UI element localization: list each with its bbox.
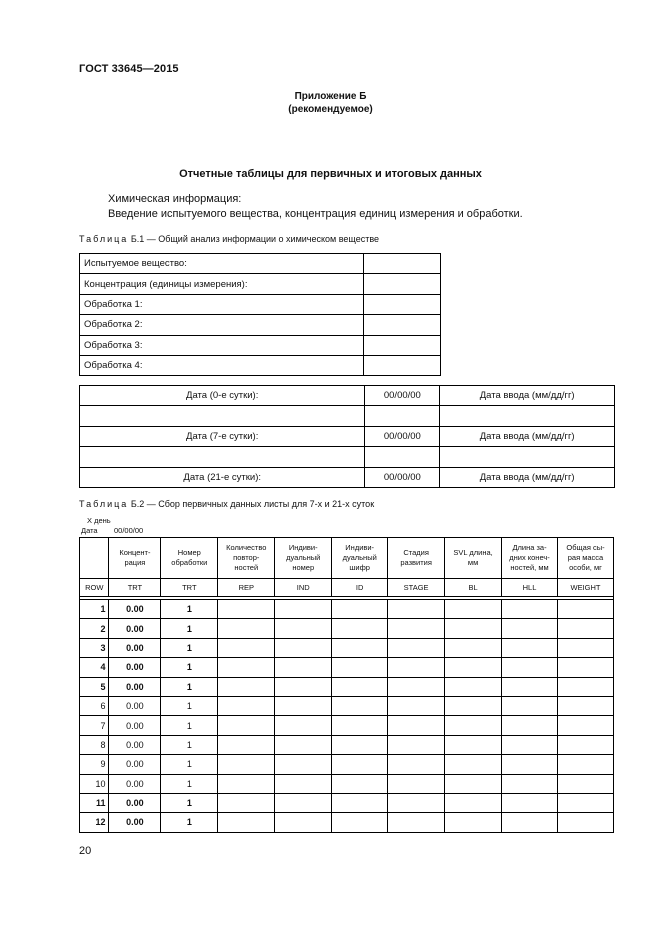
- table2-header-cell: Концент- рация: [109, 538, 161, 579]
- row-number-cell: 4: [80, 658, 109, 677]
- table1-row-label: Обработка 1:: [80, 294, 364, 314]
- table2-code-cell: WEIGHT: [557, 579, 613, 597]
- empty-data-cell: [502, 600, 558, 619]
- empty-data-cell: [332, 677, 388, 696]
- table2-header-cell: Длина за- дних конеч- ностей, мм: [502, 538, 558, 579]
- table2-code-cell: TRT: [161, 579, 218, 597]
- table2-header-cell: Номер обработки: [161, 538, 218, 579]
- treatment-cell: 1: [161, 600, 218, 619]
- empty-data-cell: [218, 677, 275, 696]
- concentration-cell: 0.00: [109, 600, 161, 619]
- date-empty-row: [80, 447, 615, 467]
- empty-data-cell: [557, 755, 613, 774]
- table1-row-label: Испытуемое вещество:: [80, 254, 364, 274]
- table1-row-value: [364, 294, 441, 314]
- empty-cell: [440, 447, 615, 467]
- table2-code-cell: HLL: [502, 579, 558, 597]
- xday-block: [81, 516, 144, 536]
- table1-row-label: Концентрация (единицы измерения):: [80, 274, 364, 294]
- table2-data-row: [80, 638, 614, 657]
- empty-data-cell: [557, 658, 613, 677]
- empty-data-cell: [218, 658, 275, 677]
- empty-data-cell: [332, 696, 388, 715]
- table1-row-value: [364, 254, 441, 274]
- concentration-cell: 0.00: [109, 774, 161, 793]
- date-row-label: Дата (0-е сутки):: [80, 386, 365, 406]
- table1-row-value: [364, 274, 441, 294]
- empty-data-cell: [445, 677, 502, 696]
- table2-caption-text: Б.2 — Сбор первичных данных листы для 7-х и 21-х суток: [130, 499, 375, 509]
- empty-data-cell: [445, 813, 502, 832]
- empty-data-cell: [218, 793, 275, 812]
- empty-data-cell: [388, 716, 445, 735]
- empty-data-cell: [218, 774, 275, 793]
- empty-data-cell: [445, 619, 502, 638]
- empty-data-cell: [275, 755, 332, 774]
- concentration-cell: 0.00: [109, 696, 161, 715]
- table2-data-row: [80, 793, 614, 812]
- table1-caption-prefix: Таблица: [79, 234, 129, 244]
- empty-data-cell: [332, 600, 388, 619]
- section-title: Отчетные таблицы для первичных и итоговых данных: [179, 168, 482, 180]
- treatment-cell: 1: [161, 793, 218, 812]
- date-row-value: 00/00/00: [365, 426, 440, 446]
- empty-data-cell: [502, 716, 558, 735]
- empty-data-cell: [275, 735, 332, 754]
- table2-data-row: [80, 696, 614, 715]
- row-number-cell: 11: [80, 793, 109, 812]
- empty-data-cell: [557, 638, 613, 657]
- date-row-entry: Дата ввода (мм/дд/гг): [440, 426, 615, 446]
- empty-data-cell: [332, 793, 388, 812]
- date-row: [80, 426, 615, 446]
- empty-data-cell: [275, 793, 332, 812]
- empty-data-cell: [557, 619, 613, 638]
- empty-data-cell: [275, 696, 332, 715]
- date-row-label: Дата (21-е сутки):: [80, 467, 365, 487]
- table2-header-cell: Количество повтор- ностей: [218, 538, 275, 579]
- empty-data-cell: [502, 755, 558, 774]
- empty-data-cell: [445, 735, 502, 754]
- table1-row: [80, 294, 441, 314]
- table1-caption: [79, 234, 379, 244]
- empty-data-cell: [388, 774, 445, 793]
- empty-data-cell: [445, 658, 502, 677]
- concentration-cell: 0.00: [109, 658, 161, 677]
- table1-row: [80, 274, 441, 294]
- empty-data-cell: [332, 658, 388, 677]
- empty-data-cell: [332, 638, 388, 657]
- table1-row-label: Обработка 3:: [80, 335, 364, 355]
- empty-data-cell: [557, 774, 613, 793]
- empty-data-cell: [388, 619, 445, 638]
- concentration-cell: 0.00: [109, 813, 161, 832]
- empty-data-cell: [502, 696, 558, 715]
- empty-data-cell: [445, 793, 502, 812]
- appendix-subtitle: (рекомендуемое): [288, 104, 373, 115]
- xday-label: X день: [87, 516, 111, 525]
- empty-data-cell: [332, 716, 388, 735]
- row-number-cell: 3: [80, 638, 109, 657]
- table2-header-cell: SVL длина, мм: [445, 538, 502, 579]
- date-label: Дата: [81, 526, 98, 535]
- empty-data-cell: [275, 813, 332, 832]
- concentration-cell: 0.00: [109, 793, 161, 812]
- empty-data-cell: [445, 716, 502, 735]
- page-number: 20: [79, 845, 92, 857]
- empty-data-cell: [275, 677, 332, 696]
- empty-data-cell: [388, 600, 445, 619]
- table2-data-row: [80, 735, 614, 754]
- concentration-cell: 0.00: [109, 735, 161, 754]
- table1-row-value: [364, 355, 441, 375]
- intro-line-1: Химическая информация:: [108, 193, 242, 205]
- row-number-cell: 5: [80, 677, 109, 696]
- table2-data-row: [80, 600, 614, 619]
- date-row-entry: Дата ввода (мм/дд/гг): [440, 467, 615, 487]
- empty-data-cell: [332, 774, 388, 793]
- empty-data-cell: [557, 793, 613, 812]
- empty-data-cell: [502, 735, 558, 754]
- row-number-cell: 9: [80, 755, 109, 774]
- treatment-cell: 1: [161, 638, 218, 657]
- empty-data-cell: [218, 716, 275, 735]
- table2-code-row: [80, 579, 614, 597]
- date-row: [80, 386, 615, 406]
- empty-data-cell: [388, 813, 445, 832]
- table2-header-row: [80, 538, 614, 579]
- empty-data-cell: [557, 696, 613, 715]
- empty-data-cell: [218, 735, 275, 754]
- treatment-cell: 1: [161, 813, 218, 832]
- empty-data-cell: [388, 658, 445, 677]
- empty-data-cell: [557, 813, 613, 832]
- table2-header-cell: Общая сы- рая масса особи, мг: [557, 538, 613, 579]
- empty-data-cell: [388, 696, 445, 715]
- table2-code-cell: ID: [332, 579, 388, 597]
- row-number-cell: 1: [80, 600, 109, 619]
- date-row-entry: Дата ввода (мм/дд/гг): [440, 386, 615, 406]
- table1-row-label: Обработка 4:: [80, 355, 364, 375]
- empty-data-cell: [218, 755, 275, 774]
- empty-cell: [365, 406, 440, 426]
- treatment-cell: 1: [161, 658, 218, 677]
- empty-data-cell: [218, 696, 275, 715]
- table1-row-label: Обработка 2:: [80, 315, 364, 335]
- empty-data-cell: [502, 658, 558, 677]
- treatment-cell: 1: [161, 619, 218, 638]
- dates-table: [79, 385, 615, 488]
- table2-header-cell: Индиви- дуальный номер: [275, 538, 332, 579]
- table2-data-row: [80, 813, 614, 832]
- table2-code-cell: BL: [445, 579, 502, 597]
- table2-data-row: [80, 774, 614, 793]
- empty-data-cell: [557, 677, 613, 696]
- empty-data-cell: [332, 735, 388, 754]
- concentration-cell: 0.00: [109, 716, 161, 735]
- table2-code-cell: IND: [275, 579, 332, 597]
- table2-header-cell: Индиви- дуальный шифр: [332, 538, 388, 579]
- empty-data-cell: [218, 638, 275, 657]
- document-code: ГОСТ 33645—2015: [79, 63, 179, 75]
- table2-primary-data: [79, 537, 614, 833]
- table2-data-row: [80, 677, 614, 696]
- empty-cell: [80, 406, 365, 426]
- empty-data-cell: [218, 619, 275, 638]
- concentration-cell: 0.00: [109, 619, 161, 638]
- empty-data-cell: [388, 735, 445, 754]
- intro-line-2: Введение испытуемого вещества, концентрация единиц измерения и обработки.: [108, 208, 523, 220]
- empty-cell: [80, 447, 365, 467]
- row-number-cell: 12: [80, 813, 109, 832]
- date-row-label: Дата (7-е сутки):: [80, 426, 365, 446]
- row-number-cell: 8: [80, 735, 109, 754]
- table2-data-row: [80, 619, 614, 638]
- empty-data-cell: [275, 600, 332, 619]
- empty-data-cell: [445, 755, 502, 774]
- table2-data-row: [80, 755, 614, 774]
- empty-data-cell: [388, 755, 445, 774]
- table1-row: [80, 254, 441, 274]
- date-row-value: 00/00/00: [365, 467, 440, 487]
- empty-data-cell: [557, 716, 613, 735]
- empty-data-cell: [502, 793, 558, 812]
- empty-data-cell: [332, 813, 388, 832]
- table2-code-cell: REP: [218, 579, 275, 597]
- table2-data-row: [80, 716, 614, 735]
- empty-data-cell: [445, 638, 502, 657]
- empty-data-cell: [502, 638, 558, 657]
- empty-data-cell: [502, 619, 558, 638]
- empty-data-cell: [502, 813, 558, 832]
- empty-data-cell: [557, 735, 613, 754]
- empty-data-cell: [275, 638, 332, 657]
- empty-data-cell: [275, 716, 332, 735]
- empty-data-cell: [218, 813, 275, 832]
- table2-code-cell: TRT: [109, 579, 161, 597]
- empty-data-cell: [388, 638, 445, 657]
- empty-data-cell: [275, 658, 332, 677]
- table1-chemical-info: [79, 253, 441, 376]
- empty-data-cell: [275, 774, 332, 793]
- row-number-cell: 2: [80, 619, 109, 638]
- concentration-cell: 0.00: [109, 677, 161, 696]
- treatment-cell: 1: [161, 696, 218, 715]
- empty-data-cell: [275, 619, 332, 638]
- empty-data-cell: [502, 774, 558, 793]
- treatment-cell: 1: [161, 677, 218, 696]
- date-row-value: 00/00/00: [365, 386, 440, 406]
- table2-header-cell: Стадия развития: [388, 538, 445, 579]
- table1-row-value: [364, 335, 441, 355]
- empty-cell: [440, 406, 615, 426]
- empty-data-cell: [332, 755, 388, 774]
- table1-row-value: [364, 315, 441, 335]
- empty-cell: [365, 447, 440, 467]
- row-number-cell: 6: [80, 696, 109, 715]
- table1-row: [80, 315, 441, 335]
- treatment-cell: 1: [161, 716, 218, 735]
- table2-data-row: [80, 658, 614, 677]
- table1-row: [80, 335, 441, 355]
- empty-data-cell: [218, 600, 275, 619]
- table1-row: [80, 355, 441, 375]
- row-number-cell: 10: [80, 774, 109, 793]
- treatment-cell: 1: [161, 755, 218, 774]
- empty-data-cell: [388, 677, 445, 696]
- empty-data-cell: [388, 793, 445, 812]
- row-number-cell: 7: [80, 716, 109, 735]
- date-empty-row: [80, 406, 615, 426]
- table2-caption-prefix: Таблица: [79, 499, 129, 509]
- empty-data-cell: [557, 600, 613, 619]
- empty-data-cell: [502, 677, 558, 696]
- table2-caption: [79, 499, 374, 509]
- empty-data-cell: [445, 774, 502, 793]
- table1-caption-text: Б.1 — Общий анализ информации о химическом веществе: [130, 234, 380, 244]
- table2-code-cell: STAGE: [388, 579, 445, 597]
- table2-code-cell: ROW: [80, 579, 109, 597]
- empty-data-cell: [445, 600, 502, 619]
- treatment-cell: 1: [161, 735, 218, 754]
- date-value: 00/00/00: [114, 526, 144, 535]
- date-row: [80, 467, 615, 487]
- concentration-cell: 0.00: [109, 638, 161, 657]
- appendix-title: Приложение Б: [294, 91, 367, 102]
- concentration-cell: 0.00: [109, 755, 161, 774]
- empty-data-cell: [332, 619, 388, 638]
- table2-header-cell: [80, 538, 109, 579]
- treatment-cell: 1: [161, 774, 218, 793]
- empty-data-cell: [445, 696, 502, 715]
